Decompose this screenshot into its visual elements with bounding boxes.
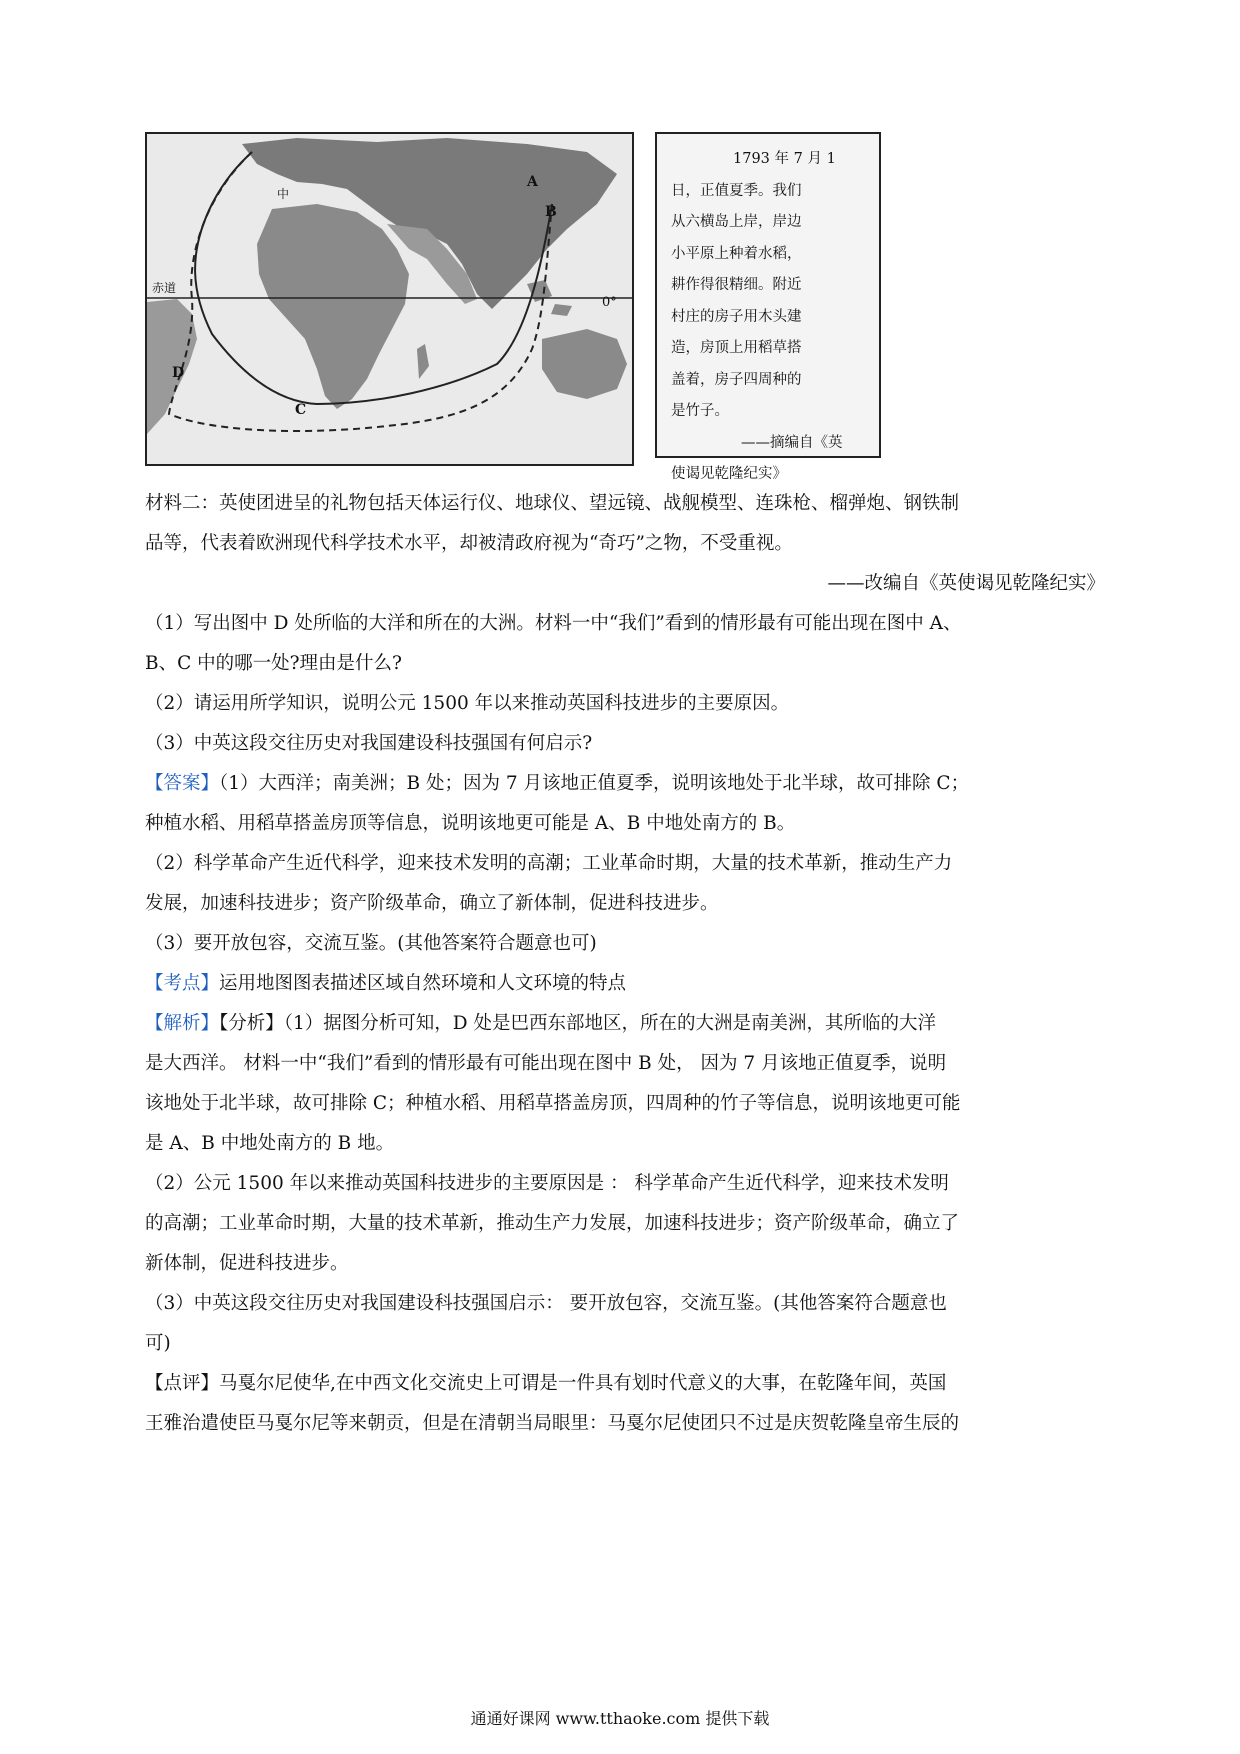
answer-1 (145, 764, 1105, 804)
route-map (145, 132, 634, 466)
kaodian (145, 964, 1105, 1004)
answer-tag: 【答案】 (145, 773, 220, 794)
analysis-2-cont: 新体制，促进科技进步。 (145, 1253, 349, 1274)
question-2: （2）请运用所学知识，说明公元 1500 年以来推动英国科技进步的主要原因。 (145, 693, 790, 714)
map-label-a: A (527, 174, 538, 190)
quote-source: ——摘编自《英 (741, 434, 843, 451)
quote-line: 盖着，房子四周种的 (671, 371, 802, 388)
answer-2: （2）科学革命产生近代科学，迎来技术发明的高潮；工业革命时期，大量的技术革新，推动生产力 (145, 853, 953, 874)
map-label-mediterranean: 中 (277, 187, 290, 201)
question-1-cont: B、C 中的哪一处?理由是什么? (145, 653, 402, 674)
quote-source: 使谒见乾隆纪实》 (671, 466, 787, 482)
material2-source: ——改编自《英使谒见乾隆纪实》 (827, 573, 1105, 594)
kaodian-tag: 【考点】 (145, 973, 220, 994)
kaodian-text: 运用地图图表描述区域自然环境和人文环境的特点 (219, 973, 627, 994)
quote-line: 造，房顶上用稻草搭 (671, 340, 802, 356)
material-one-quote (655, 132, 881, 482)
analysis-3-cont: 可) (145, 1333, 171, 1354)
document-body (145, 484, 1105, 1444)
quote-line: 日，正值夏季。我们 (671, 182, 802, 199)
analysis-1 (145, 1004, 1105, 1044)
route-map-svg (147, 134, 632, 464)
analysis-1-cont: 是大西洋。 材料一中“我们”看到的情形最有可能出现在图中 B 处， 因为 7 月该地正值夏季，说明 (145, 1053, 947, 1074)
material2-line: 材料二：英使团进呈的礼物包括天体运行仪、地球仪、望远镜、战舰模型、连珠枪、榴弹炮、钢铁制 (145, 493, 960, 514)
analysis-1-cont: 是 A、B 中地处南方的 B 地。 (145, 1133, 395, 1154)
answer-2-cont: 发展，加速科技进步；资产阶级革命，确立了新体制，促进科技进步。 (145, 893, 719, 914)
question-3: （3）中英这段交往历史对我国建设科技强国有何启示? (145, 733, 593, 754)
footer: 通通好课网 www.tthaoke.com 提供下载 (470, 1709, 770, 1728)
map-label-b: B (545, 204, 557, 220)
material2-line: 品等，代表着欧洲现代科学技术水平，却被清政府视为“奇巧”之物，不受重视。 (145, 533, 793, 554)
map-label-c: C (295, 402, 307, 418)
analysis-tag: 【解析】 (145, 1013, 220, 1034)
quote-line: 耕作得很精细。附近 (671, 277, 802, 293)
answer-3: （3）要开放包容，交流互鉴。(其他答案符合题意也可) (145, 933, 597, 954)
answer-1-cont: 种植水稻、用稻草搭盖房顶等信息，说明该地更可能是 A、B 中地处南方的 B。 (145, 813, 796, 834)
quote-line: 从六横岛上岸，岸边 (671, 214, 802, 230)
analysis-2-cont: 的高潮；工业革命时期，大量的技术革新，推动生产力发展，加速科技进步；资产阶级革命，确立了 (145, 1213, 960, 1234)
quote-line: 是竹子。 (671, 403, 729, 419)
analysis-2: （2）公元 1500 年以来推动英国科技进步的主要原因是 ： 科学革命产生近代科学，迎来技术发明 (145, 1173, 949, 1194)
comment-1 (145, 1364, 1105, 1404)
quote-line: 小平原上种着水稻， (671, 245, 802, 262)
question-1: （1）写出图中 D 处所临的大洋和所在的大洲。材料一中“我们”看到的情形最有可能出现在图中 A、 (145, 613, 962, 634)
analysis-1-cont: 该地处于北半球，故可排除 C；种植水稻、用稻草搭盖房顶，四周种的竹子等信息，说明该地更可能 (145, 1093, 961, 1114)
landmass-australia (542, 329, 627, 399)
comment-text: 马戛尔尼使华,在中西文化交流史上可谓是一件具有划时代意义的大事，在乾隆年间，英国 (219, 1373, 947, 1394)
answer-text: （1）大西洋；南美洲；B 处；因为 7 月该地正值夏季，说明该地处于北半球，故可排除 C； (219, 773, 970, 794)
analysis-text: 【分析】（1）据图分析可知，D 处是巴西东部地区，所在的大洲是南美洲，其所临的大洋 (219, 1013, 937, 1034)
analysis-3: （3）中英这段交往历史对我国建设科技强国启示： 要开放包容，交流互鉴。(其他答案符合题意也 (145, 1293, 947, 1314)
map-label-zero-deg: 0° (602, 295, 617, 310)
comment-tag: 【点评】 (145, 1373, 220, 1394)
figure-row (145, 132, 885, 482)
map-label-equator: 赤道 (152, 281, 177, 295)
quote-line: 1793 年 7 月 1 (733, 151, 836, 167)
map-label-d: D (172, 365, 185, 381)
comment-2: 王雅治遣使臣马戛尔尼等来朝贡，但是在清朝当局眼里：马戛尔尼使团只不过是庆贺乾隆皇帝生辰的 (145, 1413, 960, 1434)
quote-line: 村庄的房子用木头建 (671, 308, 802, 325)
